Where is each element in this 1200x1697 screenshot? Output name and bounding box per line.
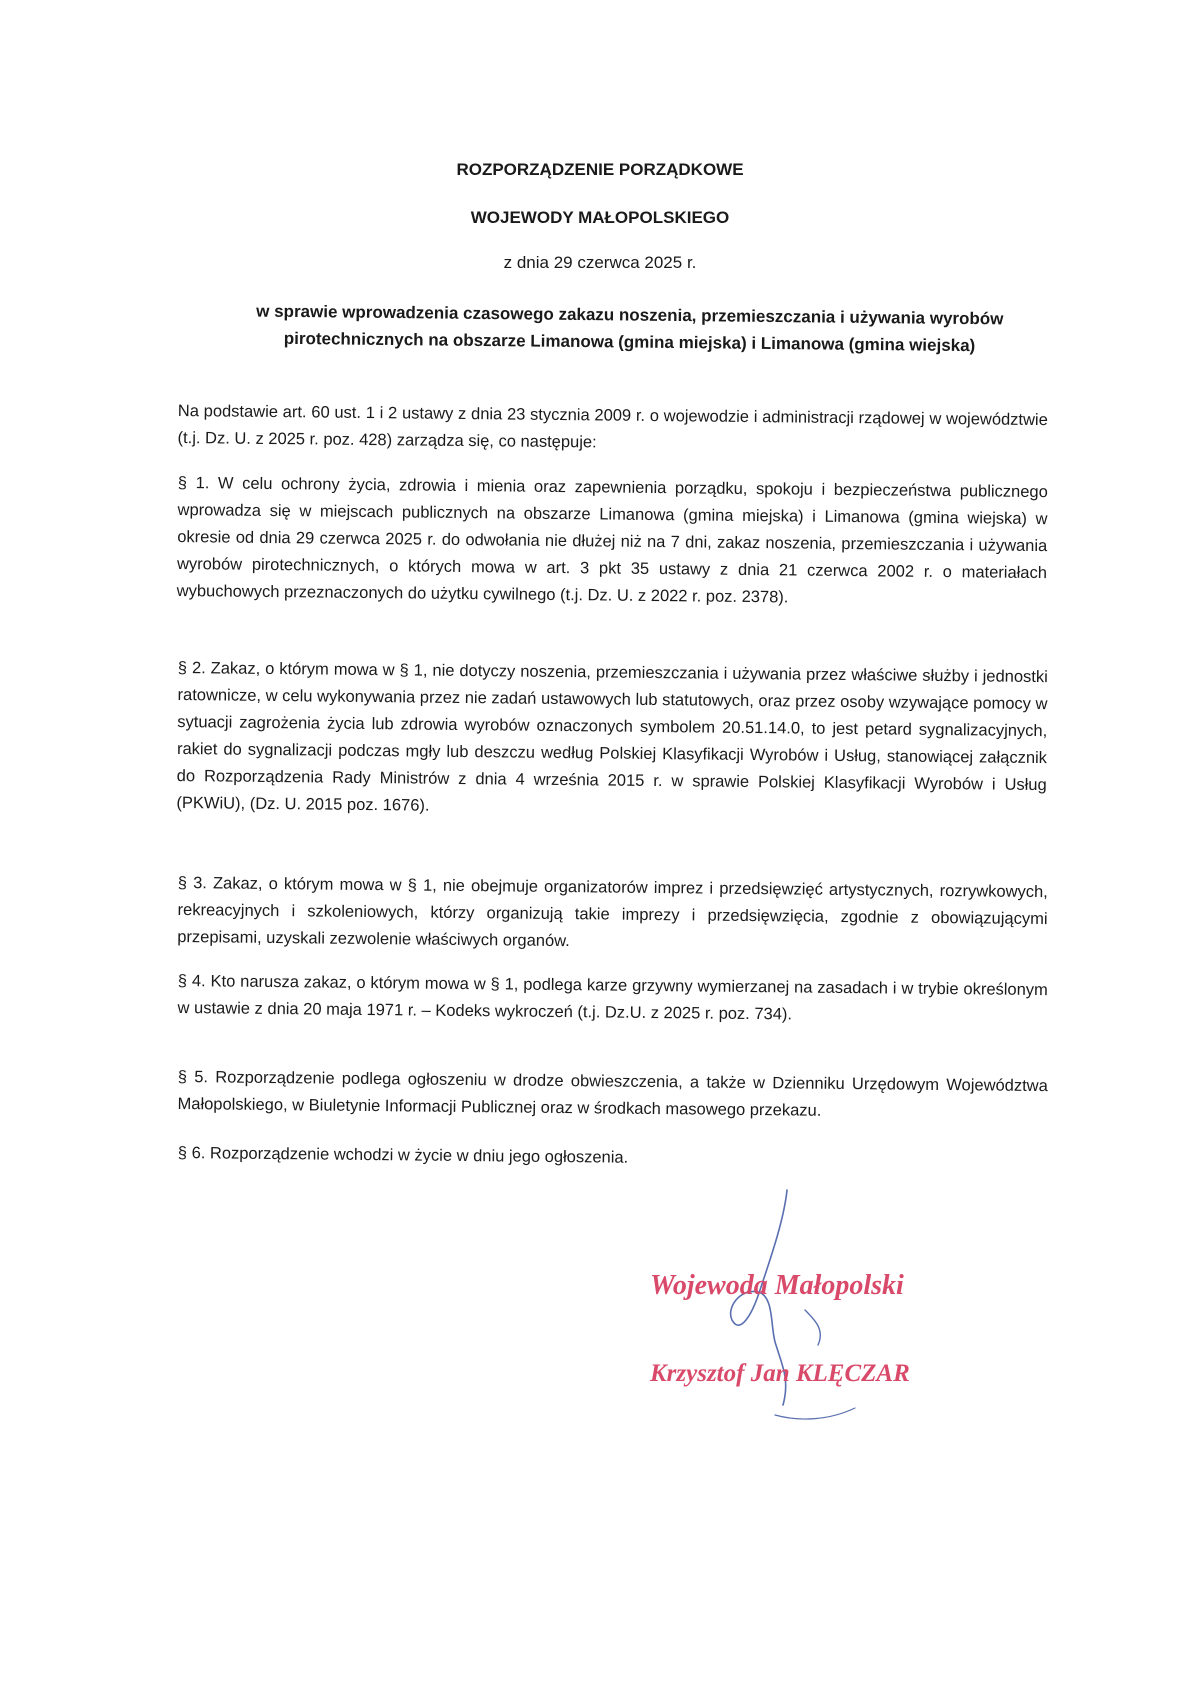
legal-basis-paragraph: Na podstawie art. 60 ust. 1 i 2 ustawy z dnia 23 stycznia 2009 r. o wojewodzie i administracji rządowej w województwie (t.j. Dz. U. z 2025 r. poz. 428) zarządza się, co następuje:: [177, 401, 1048, 452]
section-5-paragraph: § 5. Rozporządzenie podlega ogłoszeniu w drodze obwieszczenia, a także w Dzienniku Urzędowym Województwa Małopolskiego, w Biuletynie Informacji Publicznej oraz w środkach masowego przekazu.: [177, 1067, 1048, 1120]
signature-title-stamp: Wojewoda Małopolski: [650, 1270, 904, 1301]
signature-block: [600, 1170, 1000, 1430]
document-subject: w sprawie wprowadzenia czasowego zakazu noszenia, przemieszczania i używania wyrobów pirotechnicznych na obszarze Limanowa (gmina miejska) i Limanowa (gmina wiejska): [256, 301, 1004, 356]
signature-name-stamp: Krzysztof Jan KLĘCZAR: [650, 1360, 910, 1387]
document-title: ROZPORZĄDZENIE PORZĄDKOWE: [456, 160, 744, 179]
document-issuer: WOJEWODY MAŁOPOLSKIEGO: [470, 208, 730, 227]
section-3-paragraph: § 3. Zakaz, o którym mowa w § 1, nie obejmuje organizatorów imprez i przedsięwzięć artystycznych, rozrywkowych, rekreacyjnych i szkoleniowych, którzy organizują takie imprezy i przedsięwzięcia, zgodnie z obowiązującymi przepisami, uzyskali zezwolenie właściwych organów.: [177, 873, 1048, 951]
section-1-paragraph: § 1. W celu ochrony życia, zdrowia i mienia oraz zapewnienia porządku, spokoju i bezpieczeństwa publicznego wprowadza się w miejscach publicznych na obszarze Limanowa (gmina miejska) i Limanowa (gmina wiejska) w okresie od dnia 29 czerwca 2025 r. do odwołania nie dłużej niż na 7 dni, zakaz noszenia, przemieszczania i używania wyrobów pirotechnicznych, o których mowa w art. 3 pkt 35 ustawy z dnia 21 czerwca 2002 r. o materiałach wybuchowych przeznaczonych do użytku cywilnego (t.j. Dz. U. z 2022 r. poz. 2378).: [176, 473, 1048, 607]
section-6-paragraph: § 6. Rozporządzenie wchodzi w życie w dniu jego ogłoszenia.: [177, 1143, 629, 1167]
section-4-paragraph: § 4. Kto narusza zakaz, o którym mowa w § 1, podlega karze grzywny wymierzanej na zasadach i w trybie określonym w ustawie z dnia 20 maja 1971 r. – Kodeks wykroczeń (t.j. Dz.U. z 2025 r. poz. 734).: [177, 971, 1048, 1024]
document-date: z dnia 29 czerwca 2025 r.: [503, 253, 697, 272]
section-2-paragraph: § 2. Zakaz, o którym mowa w § 1, nie dotyczy noszenia, przemieszczania i używania przez właściwe służby i jednostki ratownicze, w celu wykonywania przez nie zadań ustawowych lub statutowych, oraz przez osoby wzywające pomocy w sytuacji zagrożenia życia lub zdrowia wyrobów oznaczonych symbolem 20.51.14.0, to jest petard sygnalizacyjnych, rakiet do sygnalizacji podczas mgły lub deszczu według Polskiej Klasyfikacji Wyrobów i Usług, stanowiącej załącznik do Rozporządzenia Rady Ministrów z dnia 4 września 2015 r. w sprawie Polskiej Klasyfikacji Wyrobów i Usług (PKWiU), (Dz. U. 2015 poz. 1676).: [176, 658, 1048, 815]
